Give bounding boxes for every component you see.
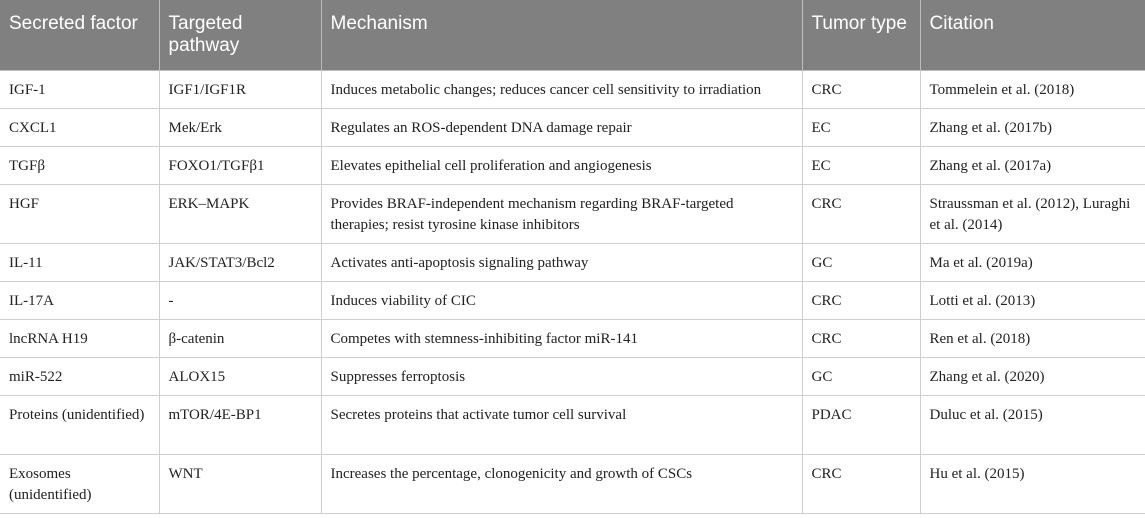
cell-citation: Hu et al. (2015)	[920, 455, 1145, 514]
cell-targeted-pathway: Mek/Erk	[159, 109, 321, 147]
cell-citation: Zhang et al. (2020)	[920, 358, 1145, 396]
table-row	[0, 396, 1145, 455]
cell-mechanism: Regulates an ROS-dependent DNA damage repair	[321, 109, 802, 147]
header-mechanism: Mechanism	[321, 0, 802, 71]
cell-tumor-type: CRC	[802, 320, 920, 358]
cell-targeted-pathway: IGF1/IGF1R	[159, 71, 321, 109]
cell-tumor-type: GC	[802, 358, 920, 396]
table-row	[0, 358, 1145, 396]
cell-mechanism: Induces viability of CIC	[321, 282, 802, 320]
cell-citation: Ren et al. (2018)	[920, 320, 1145, 358]
cell-targeted-pathway: WNT	[159, 455, 321, 514]
table-header-row	[0, 0, 1145, 71]
table-row	[0, 320, 1145, 358]
cell-mechanism: Elevates epithelial cell proliferation and angiogenesis	[321, 147, 802, 185]
cell-mechanism: Increases the percentage, clonogenicity and growth of CSCs	[321, 455, 802, 514]
table-row	[0, 282, 1145, 320]
cell-mechanism: Activates anti-apoptosis signaling pathway	[321, 244, 802, 282]
cell-citation: Zhang et al. (2017a)	[920, 147, 1145, 185]
cell-secreted-factor: IL-17A	[0, 282, 159, 320]
cell-targeted-pathway: FOXO1/TGFβ1	[159, 147, 321, 185]
cell-mechanism: Induces metabolic changes; reduces cancer cell sensitivity to irradiation	[321, 71, 802, 109]
cell-citation: Ma et al. (2019a)	[920, 244, 1145, 282]
table-row	[0, 455, 1145, 514]
cell-tumor-type: CRC	[802, 185, 920, 244]
cell-secreted-factor: lncRNA H19	[0, 320, 159, 358]
cell-secreted-factor: HGF	[0, 185, 159, 244]
header-tumor-type: Tumor type	[802, 0, 920, 71]
cell-tumor-type: CRC	[802, 282, 920, 320]
cell-secreted-factor: miR-522	[0, 358, 159, 396]
cell-citation: Zhang et al. (2017b)	[920, 109, 1145, 147]
table-row	[0, 185, 1145, 244]
table-row	[0, 147, 1145, 185]
cell-tumor-type: EC	[802, 147, 920, 185]
cell-citation: Lotti et al. (2013)	[920, 282, 1145, 320]
cell-citation: Tommelein et al. (2018)	[920, 71, 1145, 109]
cell-secreted-factor: Proteins (unidentified)	[0, 396, 159, 455]
cell-tumor-type: CRC	[802, 71, 920, 109]
cell-tumor-type: PDAC	[802, 396, 920, 455]
cell-tumor-type: CRC	[802, 455, 920, 514]
cell-mechanism: Secretes proteins that activate tumor cell survival	[321, 396, 802, 455]
table-row	[0, 71, 1145, 109]
cell-tumor-type: GC	[802, 244, 920, 282]
header-targeted-pathway: Targeted pathway	[159, 0, 321, 71]
cell-secreted-factor: IL-11	[0, 244, 159, 282]
cell-citation: Straussman et al. (2012), Luraghi et al. (2014)	[920, 185, 1145, 244]
cell-mechanism: Suppresses ferroptosis	[321, 358, 802, 396]
cell-mechanism: Competes with stemness-inhibiting factor miR-141	[321, 320, 802, 358]
cell-secreted-factor: CXCL1	[0, 109, 159, 147]
cell-targeted-pathway: ERK–MAPK	[159, 185, 321, 244]
cell-secreted-factor: Exosomes (unidentified)	[0, 455, 159, 514]
cell-targeted-pathway: ALOX15	[159, 358, 321, 396]
cell-targeted-pathway: mTOR/4E-BP1	[159, 396, 321, 455]
header-citation: Citation	[920, 0, 1145, 71]
cell-citation: Duluc et al. (2015)	[920, 396, 1145, 455]
table-row	[0, 109, 1145, 147]
cell-targeted-pathway: β-catenin	[159, 320, 321, 358]
cell-targeted-pathway: -	[159, 282, 321, 320]
header-secreted-factor: Secreted factor	[0, 0, 159, 71]
cell-targeted-pathway: JAK/STAT3/Bcl2	[159, 244, 321, 282]
cell-tumor-type: EC	[802, 109, 920, 147]
cell-mechanism: Provides BRAF-independent mechanism regarding BRAF-targeted therapies; resist tyrosine kinase inhibitors	[321, 185, 802, 244]
cell-secreted-factor: TGFβ	[0, 147, 159, 185]
cell-secreted-factor: IGF-1	[0, 71, 159, 109]
table-row	[0, 244, 1145, 282]
